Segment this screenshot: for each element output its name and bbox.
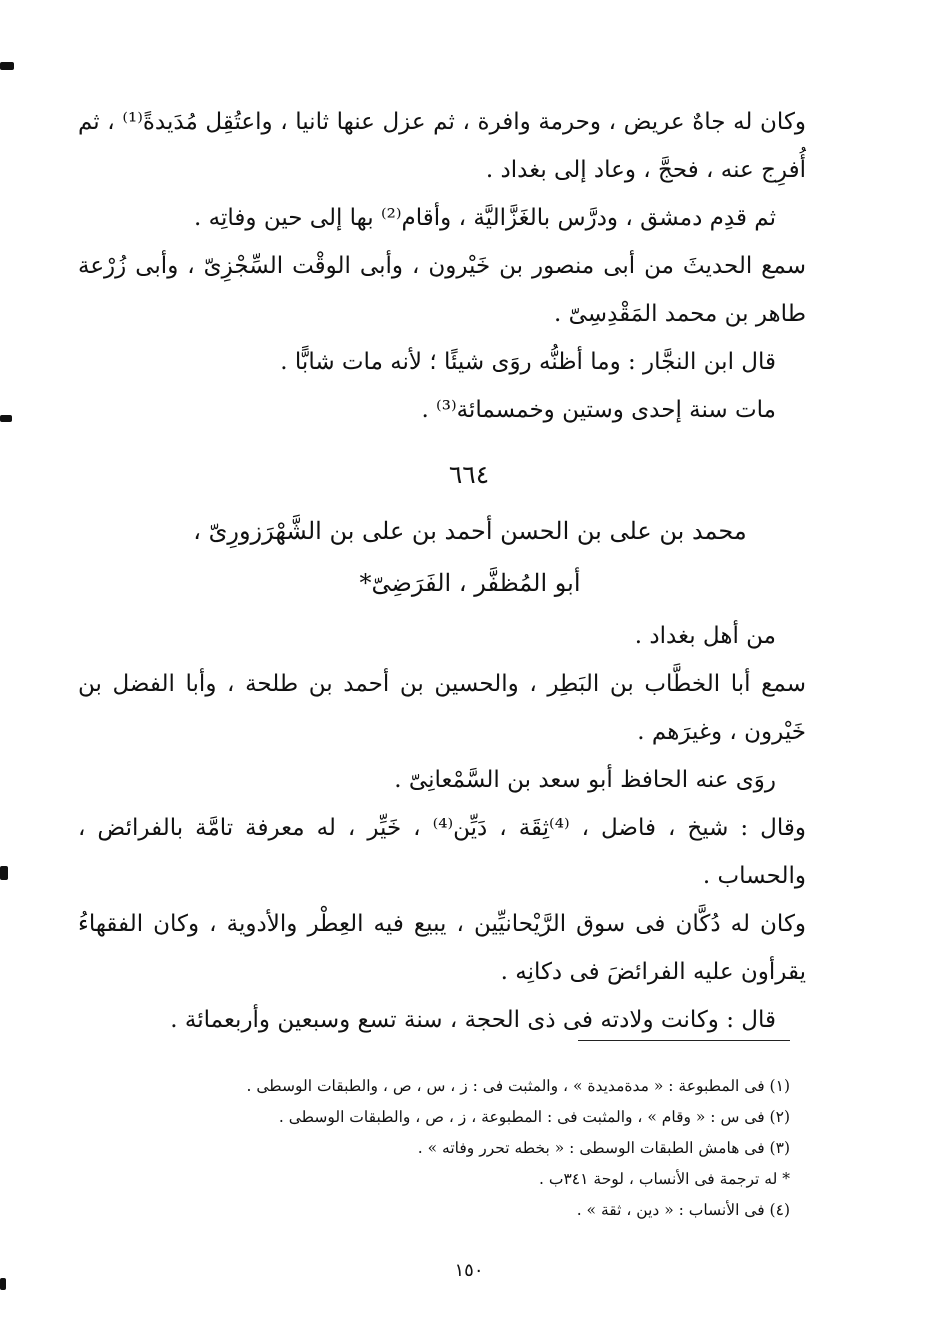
- paragraph: وقال : شيخ ، فاضل ، ⁽⁴⁾ثِقَة ، دَيِّن⁽⁴⁾ ، خَيِّر ، له معرفة تامَّة بالفرائض ، والحساب .: [78, 815, 806, 889]
- paragraph: وكان له جاهٌ عريض ، وحرمة وافرة ، ثم عزل عنها ثانيا ، واعتُقِل مُدَيدةً⁽¹⁾ ، ثم أُفرِج عنه ، فحجَّ ، وعاد إلى بغداد .: [78, 109, 806, 183]
- paragraph: روَى عنه الحافظ أبو سعد بن السَّمْعانِىّ .: [394, 767, 776, 793]
- paragraph: سمع الحديثَ من أبى منصور بن خَيْرون ، وأبى الوقْت السِّجْزِىّ ، وأبى زُرْعة طاهر بن محمد المَقْدِسِىّ .: [78, 253, 806, 327]
- paragraph: سمع أبا الخطَّاب بن البَطِر ، والحسين بن أحمد بن طلحة ، وأبا الفضل بن خَيْرون ، وغيرَهم .: [78, 671, 806, 745]
- footnote-divider: [578, 1040, 790, 1041]
- paragraph: مات سنة إحدى وستين وخمسمائة⁽³⁾ .: [421, 397, 776, 423]
- paragraph: قال : وكانت ولادته فى ذى الحجة ، سنة تسع وسبعين وأربعمائة .: [170, 1007, 776, 1033]
- footnote: (٤) فى الأنساب : « دين ، ثقة » .: [576, 1201, 790, 1219]
- paragraph: قال ابن النجَّار : وما أظنُّه روَى شيئًا ؛ لأنه مات شابًّا .: [280, 349, 776, 375]
- scan-edge-mark: [0, 62, 14, 70]
- paragraph: من أهل بغداد .: [634, 623, 776, 649]
- footnote: (٣) فى هامش الطبقات الوسطى : « بخطه تحرر وفاته » .: [417, 1139, 790, 1157]
- entry-title-line: محمد بن على بن الحسن أحمد بن على بن الشَّهْرَزورِىّ ،: [193, 517, 747, 545]
- entry-title: [120, 505, 820, 609]
- scan-edge-mark: [0, 866, 8, 880]
- footnote: * له ترجمة فى الأنساب ، لوحة ٣٤١ب .: [539, 1170, 790, 1188]
- entry-number: ٦٦٤: [448, 460, 490, 489]
- paragraph: وكان له دُكَّان فى سوق الرَّيْحانيِّين ، يبيع فيه العِطْر والأدوية ، وكان الفقهاءُ يقرأون عليه الفرائضَ فى دكانِه .: [78, 911, 806, 985]
- entry-title-line: أبو المُظفَّر ، الفَرَضِىّ*: [359, 569, 581, 597]
- paragraph: ثم قدِم دمشق ، ودرَّس بالغَزَّاليَّة ، وأقام⁽²⁾ بها إلى حين وفاتِه .: [194, 205, 776, 231]
- previous-entry-text: [78, 98, 806, 434]
- footnote: (٢) فى س : « وقام » ، والمثبت فى : المطبوعة ، ز ، ص ، والطبقات الوسطى .: [278, 1108, 790, 1126]
- footnotes: [200, 1071, 790, 1226]
- page-number: ١٥٠: [454, 1260, 484, 1281]
- entry-body-text: [78, 612, 806, 1044]
- footnote: (١) فى المطبوعة : « مدةمديدة » ، والمثبت فى : ز ، س ، ص ، والطبقات الوسطى .: [246, 1077, 790, 1095]
- scan-edge-mark: [0, 415, 12, 422]
